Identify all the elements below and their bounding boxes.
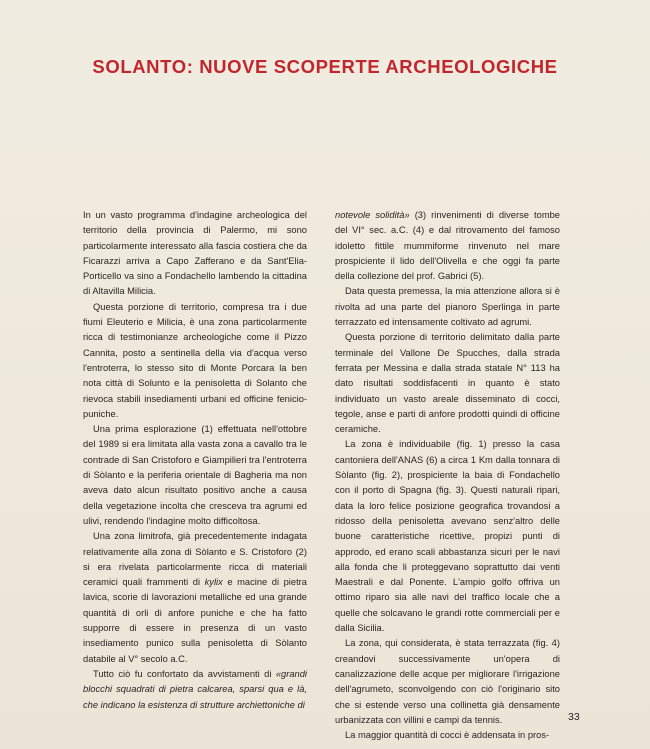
page-number: 33 [568, 711, 580, 723]
left-paragraph-5 [83, 667, 307, 713]
right-paragraph-1 [335, 208, 560, 284]
left-paragraph-2: Questa porzione di territorio, compresa tra i due fiumi Eleuterio e Milicia, è una zona particolarmente ricca di testimonianze archeologiche come il Pizzo Cannita, posto a sentinella della via d'acqua verso l'entroterra, lo stesso sito di Monte Porcara la ben nota città di Solunto e la penisoletta di Solanto che rievoca stabili insediamenti urbani ed officine fenicio-puniche. [83, 301, 307, 419]
right-paragraph-5: La zona, qui considerata, è stata terrazzata (fig. 4) creandovi successivamente un'opera di canalizzazione delle acque per migliorare l'irrigazione dell'agrumeto, sconvolgendo con ciò l'originario sito che si estende verso una collinetta già densamente urbanizzata con villini e campi da tennis. [335, 638, 560, 725]
paragraph-text: Una zona limitrofa, già precedentemente indagata relativamente alla zona di Sòlanto e S. Cristoforo (2) si era rivelata particolarmente ricca di materiali ceramici quali frammenti di [83, 531, 307, 588]
left-paragraph-3: Una prima esplorazione (1) effettuata nell'ottobre del 1989 si era limitata alla vasta zona a cavallo tra le contrade di San Cristoforo e Giampilieri tra l'entroterra di Sòlanto e la periferia orientale di Bagheria ma non aveva dato alcun risultato positivo anche a causa della vegetazione incolta che cresceva tra agrumi ed ulivi, rendendo l'indagine molto difficoltosa. [83, 424, 307, 526]
left-paragraph-4 [83, 529, 307, 667]
paragraph-text: (3) rinvenimenti di diverse tombe del VI° sec. a.C. (4) e dal ritrovamento del famoso idoletto fittile mummiforme rinvenuto nel mare prospiciente il lido dell'Olivella e che oggi fa parte della collezione del prof. Gabrici (5). [335, 210, 560, 282]
right-paragraph-6: La maggior quantità di cocci è addensata in pros- [345, 730, 550, 741]
left-column [83, 208, 307, 713]
right-paragraph-4: La zona è individuabile (fig. 1) presso la casa cantoniera dell'ANAS (6) a circa 1 Km dalla tonnara di Sòlanto (fig. 2), prospiciente la baia di Fondachello con il porto di Spagna (fig. 3). Questi naturali ripari, data la loro felice posizione geografica trovandosi a ridosso della penisoletta avevano senz'altro delle buone caratteristiche ricettive, propizi punti di approdo, ed erano scali abbastanza sicuri per le navi alla fonda che li proteggevano soprattutto dai venti Maestrali e dal Ponente. L'ampio golfo offriva un ottimo riparo sia alle navi del traffico locale che a quelle che solcavano le grandi rotte commerciali per e dalla Sicilia. [335, 439, 560, 634]
right-column [335, 208, 560, 743]
italic-term: kylix [204, 577, 223, 588]
paragraph-text: Tutto ciò fu confortato da avvistamenti di [93, 668, 276, 679]
italic-quote: notevole solidità» [335, 210, 410, 220]
article-title: SOLANTO: NUOVE SCOPERTE ARCHEOLOGICHE [92, 56, 558, 77]
right-paragraph-2: Data questa premessa, la mia attenzione allora si è rivolta ad una parte del pianoro Sperlinga in parte terrazzato ed intensamente coltivato ad agrumi. [335, 286, 560, 328]
paragraph-text: e macine di pietra lavica, scorie di lavorazioni metalliche ed una grande quantità di orli di anfore puniche e che ha fatto supporre di essere in presenza di un vasto insediamento punico sulla penisoletta di Sòlanto databile al V° secolo a.C. [83, 577, 307, 664]
right-paragraph-3: Questa porzione di territorio delimitato dalla parte terminale del Vallone De Spucches, dalla strada ferrata per Messina e dalla strada statale N° 113 ha dato risultati soddisfacenti in quanto è stato individuato un vasto areale disseminato di cocci, tegole, anse e parti di anfore prodotti quindi di officine ceramiche. [335, 332, 560, 435]
left-paragraph-1: In un vasto programma d'indagine archeologica del territorio della provincia di Palermo, mi sono particolarmente interessato alla fascia costiera che da Ficarazzi arriva a Capo Zafferano e da Sant'Elia-Porticello va sino a Fondachello lambendo la cittadina di Altavilla Milicia. [83, 210, 307, 297]
italic-quote: «grandi blocchi squadrati di pietra calcarea, sparsi qua e là, che indicano la esistenza di strutture archiettoniche di [83, 668, 307, 710]
